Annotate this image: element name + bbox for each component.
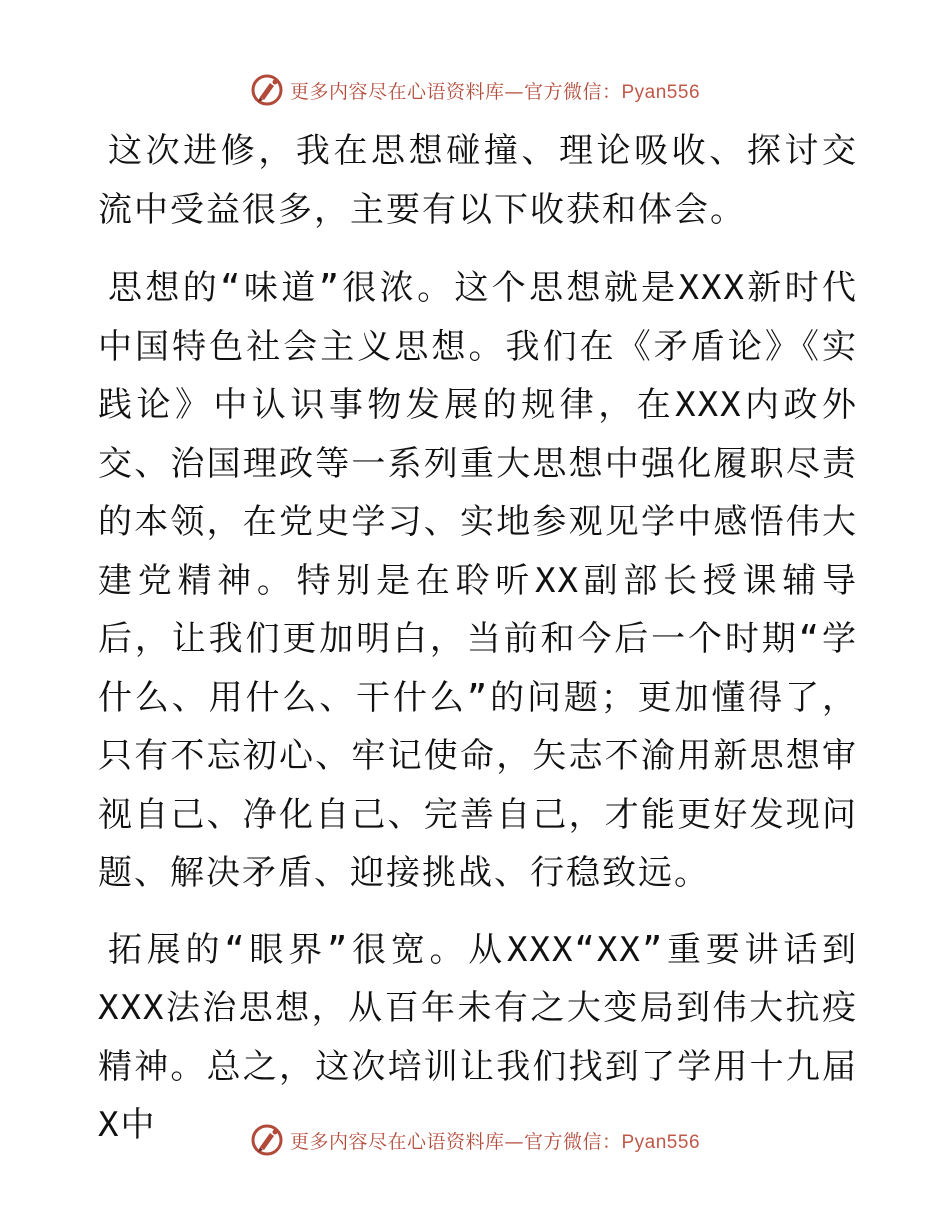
wechat-id: Pyan556 [621, 81, 701, 103]
document-body [98, 122, 858, 1173]
wechat-id: Pyan556 [621, 1131, 701, 1153]
paragraph-1: 这次进修，我在思想碰撞、理论吸收、探讨交流中受益很多，主要有以下收获和体会。 [98, 131, 858, 230]
footer-banner [0, 1120, 950, 1160]
header-banner-text: 更多内容尽在心语资料库—官方微信：Pyan556 [289, 80, 701, 103]
footer-banner-text: 更多内容尽在心语资料库—官方微信：Pyan556 [289, 1130, 701, 1153]
header-banner [0, 70, 950, 110]
pen-circle-logo-icon [250, 1123, 284, 1157]
paragraph-2: 思想的“味道”很浓。这个思想就是XXX新时代中国特色社会主义思想。我们在《矛盾论》《实践论》中认识事物发展的规律，在XXX内政外交、治国理政等一系列重大思想中强化履职尽责的本领，在党史学习、实地参观见学中感悟伟大建党精神。特别是在聆听XX副部长授课辅导后，让我们更加明白，当前和今后一个时期“学什么、用什么、干什么”的问题；更加懂得了，只有不忘初心、牢记使命，矢志不渝用新思想审视自己、净化自己、完善自己，才能更好发现问题、解决矛盾、迎接挑战、行稳致远。 [98, 268, 858, 893]
paragraph-3: 拓展的“眼界”很宽。从XXX“XX”重要讲话到XXX法治思想，从百年未有之大变局到伟大抗疫精神。总之，这次培训让我们找到了学用十九届X中 [98, 929, 858, 1145]
pen-circle-logo-icon [250, 73, 284, 107]
